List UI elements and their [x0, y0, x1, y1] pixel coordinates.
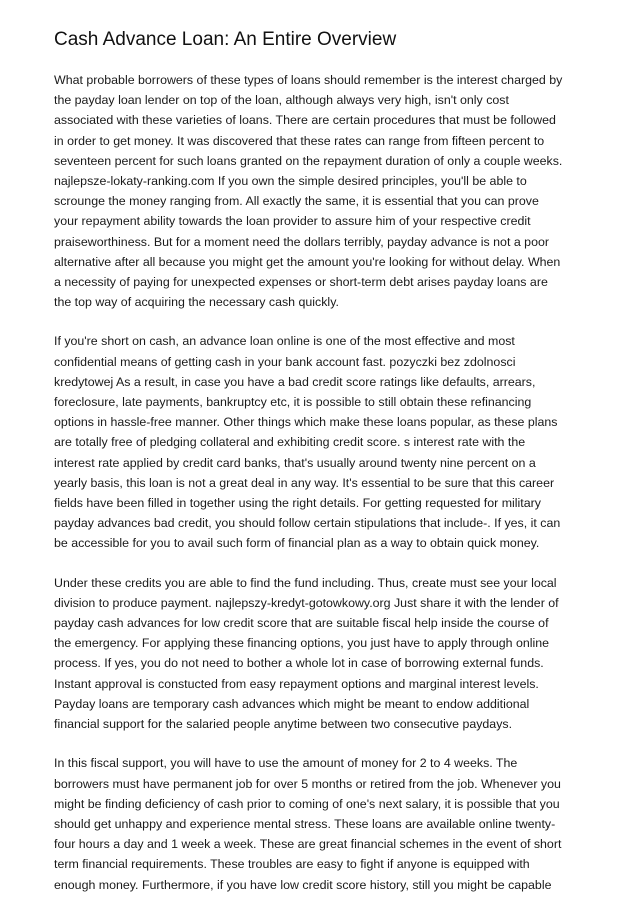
paragraph-line: a necessity of paying for unexpected expenses or short-term debt arises payday loans are	[54, 275, 548, 290]
paragraph-4	[54, 753, 590, 894]
paragraph-line: associated with these varieties of loans. There are certain procedures that must be followed	[54, 113, 556, 128]
paragraph-line: seventeen percent for such loans granted on the repayment duration of only a couple weeks.	[54, 153, 563, 168]
paragraph-line: praiseworthiness. But for a moment need the dollars terribly, payday advance is not a poor	[54, 234, 549, 249]
paragraph-line: division to produce payment. najlepszy-kredyt-gotowkowy.org Just share it with the lender of	[54, 595, 559, 610]
paragraph-line: scrounge the money ranging from. All exactly the same, it is essential that you can prove	[54, 194, 539, 209]
paragraph-line: the emergency. For applying these financing options, you just have to apply through online	[54, 636, 550, 651]
paragraph-line: payday advances bad credit, you should follow certain stipulations that include-. If yes, it can	[54, 516, 561, 531]
paragraph-line: Instant approval is constucted from easy repayment options and marginal interest levels.	[54, 676, 539, 691]
paragraph-line: fields have been filled in together using the right details. For getting requested for military	[54, 496, 541, 511]
paragraph-line: term financial requirements. These troubles are easy to fight if anyone is equipped with	[54, 857, 530, 872]
paragraph-3	[54, 573, 590, 735]
paragraph-line: Payday loans are temporary cash advances which might be meant to endow additional	[54, 696, 530, 711]
document-title: Cash Advance Loan: An Entire Overview	[54, 29, 397, 50]
paragraph-line: are totally free of pledging collateral and exhibiting credit score. s interest rate with the	[54, 435, 526, 450]
paragraph-line: kredytowej As a result, in case you have a bad credit score ratings like defaults, arrears,	[54, 374, 536, 389]
paragraph-line: be accessible for you to avail such form of financial plan as a way to obtain quick money.	[54, 536, 540, 551]
paragraph-line: borrowers must have permanent job for over 5 months or retired from the job. Whenever you	[54, 776, 561, 791]
paragraph-line: process. If yes, you do not need to bother a whole lot in case of borrowing external funds.	[54, 656, 544, 671]
paragraph-line: In this fiscal support, you will have to use the amount of money for 2 to 4 weeks. The	[54, 756, 518, 771]
paragraph-line: should get unhappy and experience mental stress. These loans are available online twenty-	[54, 816, 556, 831]
paragraph-2	[54, 331, 590, 553]
paragraph-line: the payday loan lender on top of the loan, although always very high, isn't only cost	[54, 93, 509, 108]
paragraph-line: four hours a day and 1 week a week. These are great financial schemes in the event of short	[54, 837, 562, 852]
paragraph-line: might be finding deficiency of cash prior to coming of one's next salary, it is possible that you	[54, 796, 560, 811]
paragraph-line: financial support for the salaried people anytime between two consecutive paydays.	[54, 717, 513, 732]
paragraph-line: interest rate applied by credit card banks, that's usually around twenty nine percent on a	[54, 455, 536, 470]
paragraph-line: What probable borrowers of these types of loans should remember is the interest charged by	[54, 73, 563, 87]
paragraph-line: foreclosure, late payments, bankruptcy etc, it is possible to still obtain these refinancing	[54, 395, 532, 410]
paragraph-line: najlepsze-lokaty-ranking.com If you own the simple desired principles, you'll be able to	[54, 174, 527, 189]
paragraph-line: enough money. Furthermore, if you have low credit score history, still you might be capable	[54, 877, 552, 892]
paragraph-line: the top way of acquiring the necessary cash quickly.	[54, 295, 339, 310]
paragraph-line: alternative after all because you might get the amount you're looking for without delay. When	[54, 254, 561, 269]
paragraph-line: Under these credits you are able to find the fund including. Thus, create must see your local	[54, 575, 557, 590]
paragraph-line: payday cash advances for low credit score that are suitable fiscal help inside the course of	[54, 616, 549, 631]
paragraph-line: options in hassle-free manner. Other things which make these loans popular, as these plans	[54, 415, 558, 430]
document-body	[54, 70, 590, 903]
paragraph-line: in order to get money. It was discovered that these rates can range from fifteen percent to	[54, 133, 545, 148]
paragraph-1	[54, 70, 590, 312]
paragraph-line: yearly basis, this loan is not a great deal in any way. It's essential to be sure that this career	[54, 475, 555, 490]
paragraph-line: your repayment ability towards the loan provider to assure him of your respective credit	[54, 214, 531, 229]
paragraph-line: confidential means of getting cash in your bank account fast. pozyczki bez zdolnosci	[54, 354, 516, 369]
paragraph-line: If you're short on cash, an advance loan online is one of the most effective and most	[54, 334, 515, 349]
